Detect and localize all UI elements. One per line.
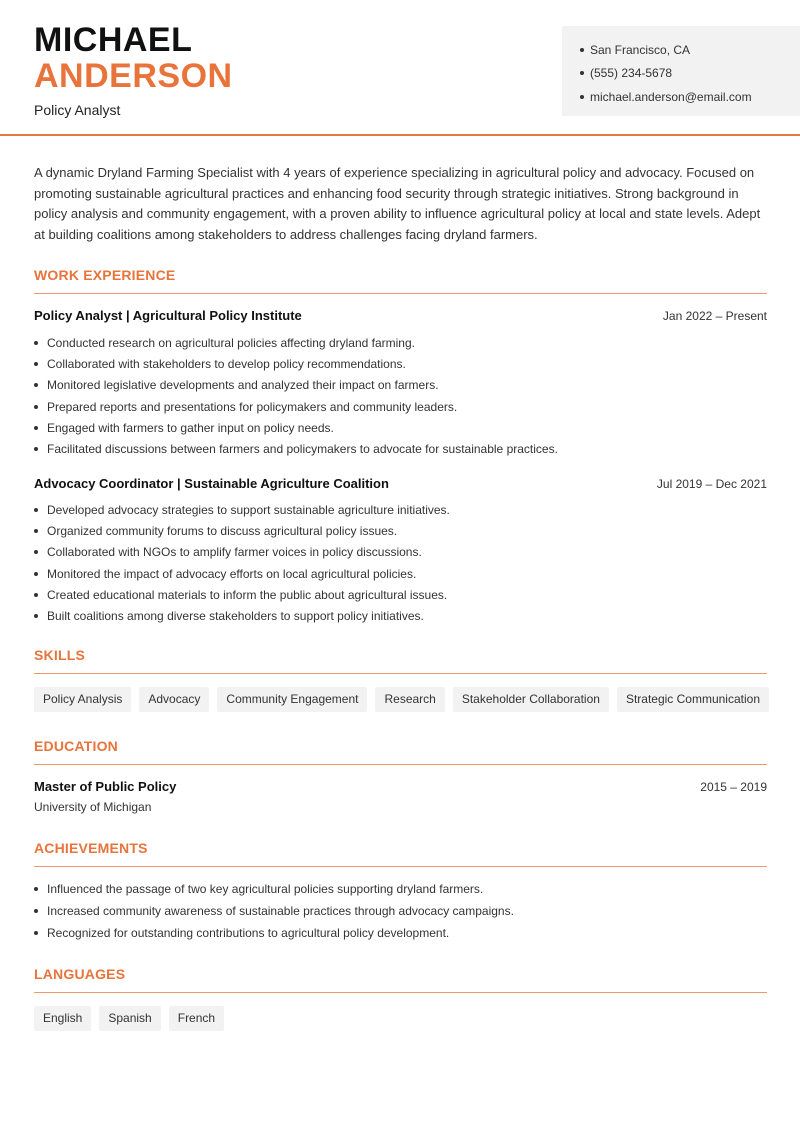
school: University of Michigan [34, 799, 152, 814]
list-item-text: Conducted research on agricultural policies affecting dryland farming. [47, 335, 415, 350]
list-item-text: Monitored the impact of advocacy efforts on local agricultural policies. [47, 566, 417, 581]
language-chip: French [169, 1006, 224, 1031]
achievements-section [34, 840, 767, 945]
section-title: SKILLS [34, 647, 767, 674]
contact-location-text: San Francisco, CA [590, 42, 691, 57]
bullet-icon [34, 887, 38, 891]
job-bullets [34, 500, 767, 627]
skill-chip: Stakeholder Collaboration [453, 687, 609, 712]
list-item [34, 500, 767, 521]
list-item [34, 605, 767, 626]
list-item-text: Built coalitions among diverse stakeholders to support policy initiatives. [47, 609, 424, 624]
list-item [34, 521, 767, 542]
work-experience-section [34, 267, 767, 626]
contact-phone-text: (555) 234-5678 [590, 66, 673, 81]
bullet-icon [34, 593, 38, 597]
bullet-icon [34, 614, 38, 618]
list-item-text: Increased community awareness of sustainable practices through advocacy campaigns. [47, 904, 514, 919]
list-item-text: Organized community forums to discuss agricultural policy issues. [47, 524, 398, 539]
list-item-text: Developed advocacy strategies to support sustainable agriculture initiatives. [47, 503, 450, 518]
list-item-text: Facilitated discussions between farmers and policymakers to advocate for sustainable practices. [47, 441, 558, 456]
list-item-text: Collaborated with stakeholders to develop policy recommendations. [47, 357, 406, 372]
bullet-icon [34, 550, 38, 554]
contact-box [562, 26, 800, 116]
job-title: Policy Analyst [34, 102, 121, 118]
list-item [34, 375, 767, 396]
skill-chip: Strategic Communication [617, 687, 769, 712]
degree: Master of Public Policy [34, 778, 177, 794]
bullet-icon [34, 931, 38, 935]
contact-email[interactable] [580, 85, 800, 109]
job-dates: Jul 2019 – Dec 2021 [656, 476, 767, 491]
skill-chip: Policy Analysis [34, 687, 131, 712]
list-item-text: Created educational materials to inform the public about agricultural issues. [47, 587, 448, 602]
bullet-icon [34, 447, 38, 451]
contact-email-text[interactable]: michael.anderson@email.com [590, 89, 752, 104]
skill-chip: Research [375, 687, 444, 712]
name-block [34, 22, 233, 118]
job-header [34, 476, 767, 491]
list-item [34, 438, 767, 459]
list-item [34, 332, 767, 353]
list-item [34, 563, 767, 584]
list-item-text: Recognized for outstanding contributions to agricultural policy development. [47, 926, 450, 941]
language-chip: English [34, 1006, 91, 1031]
job-header [34, 308, 767, 323]
list-item-text: Engaged with farmers to gather input on policy needs. [47, 420, 334, 435]
resume-content [34, 163, 767, 1031]
language-chip: Spanish [99, 1006, 160, 1031]
section-title: ACHIEVEMENTS [34, 840, 767, 867]
bullet-icon [34, 426, 38, 430]
education-header [34, 779, 767, 794]
list-item [34, 584, 767, 605]
bullet-icon [34, 909, 38, 913]
bullet-icon [580, 71, 584, 75]
bullet-icon [34, 405, 38, 409]
list-item-text: Prepared reports and presentations for policymakers and community leaders. [47, 399, 458, 414]
summary: A dynamic Dryland Farming Specialist with 4 years of experience specializing in agricultural policy and advocacy. Focused on promoting sustainable agricultural practices and enhancing food security through strategic initiatives. Strong background in policy analysis and community engagement, with a proven ability to influence agricultural policy at local and state levels. Adept at building coalitions among stakeholders to address challenges facing dryland farmers. [34, 165, 761, 242]
job-bullets [34, 332, 767, 459]
list-item [34, 542, 767, 563]
skill-chip: Community Engagement [217, 687, 367, 712]
list-item [34, 878, 767, 900]
job-heading: Advocacy Coordinator | Sustainable Agriculture Coalition [34, 475, 389, 491]
bullet-icon [34, 572, 38, 576]
bullet-icon [580, 48, 584, 52]
job-heading: Policy Analyst | Agricultural Policy Institute [34, 308, 302, 324]
bullet-icon [34, 383, 38, 387]
education-dates: 2015 – 2019 [700, 779, 767, 794]
list-item-text: Collaborated with NGOs to amplify farmer voices in policy discussions. [47, 545, 422, 560]
list-item [34, 396, 767, 417]
list-item [34, 354, 767, 375]
list-item-text: Monitored legislative developments and analyzed their impact on farmers. [47, 378, 439, 393]
bullet-icon [34, 508, 38, 512]
bullet-icon [34, 362, 38, 366]
list-item [34, 900, 767, 922]
bullet-icon [34, 529, 38, 533]
skill-chip: Advocacy [139, 687, 209, 712]
section-title: LANGUAGES [34, 966, 767, 993]
job-dates: Jan 2022 – Present [662, 309, 767, 324]
first-name: MICHAEL [34, 21, 193, 59]
last-name: ANDERSON [34, 57, 233, 95]
language-chips [34, 1006, 767, 1031]
contact-location [580, 38, 800, 62]
list-item [34, 417, 767, 438]
resume-header [0, 0, 800, 136]
section-title: WORK EXPERIENCE [34, 267, 767, 294]
section-title: EDUCATION [34, 738, 767, 765]
list-item [34, 922, 767, 944]
achievements-list [34, 878, 767, 945]
skills-chips [34, 687, 767, 712]
skills-section [34, 647, 767, 712]
bullet-icon [580, 95, 584, 99]
languages-section [34, 966, 767, 1031]
contact-phone [580, 62, 800, 86]
bullet-icon [34, 341, 38, 345]
list-item-text: Influenced the passage of two key agricultural policies supporting dryland farmers. [47, 881, 484, 896]
education-section [34, 738, 767, 814]
